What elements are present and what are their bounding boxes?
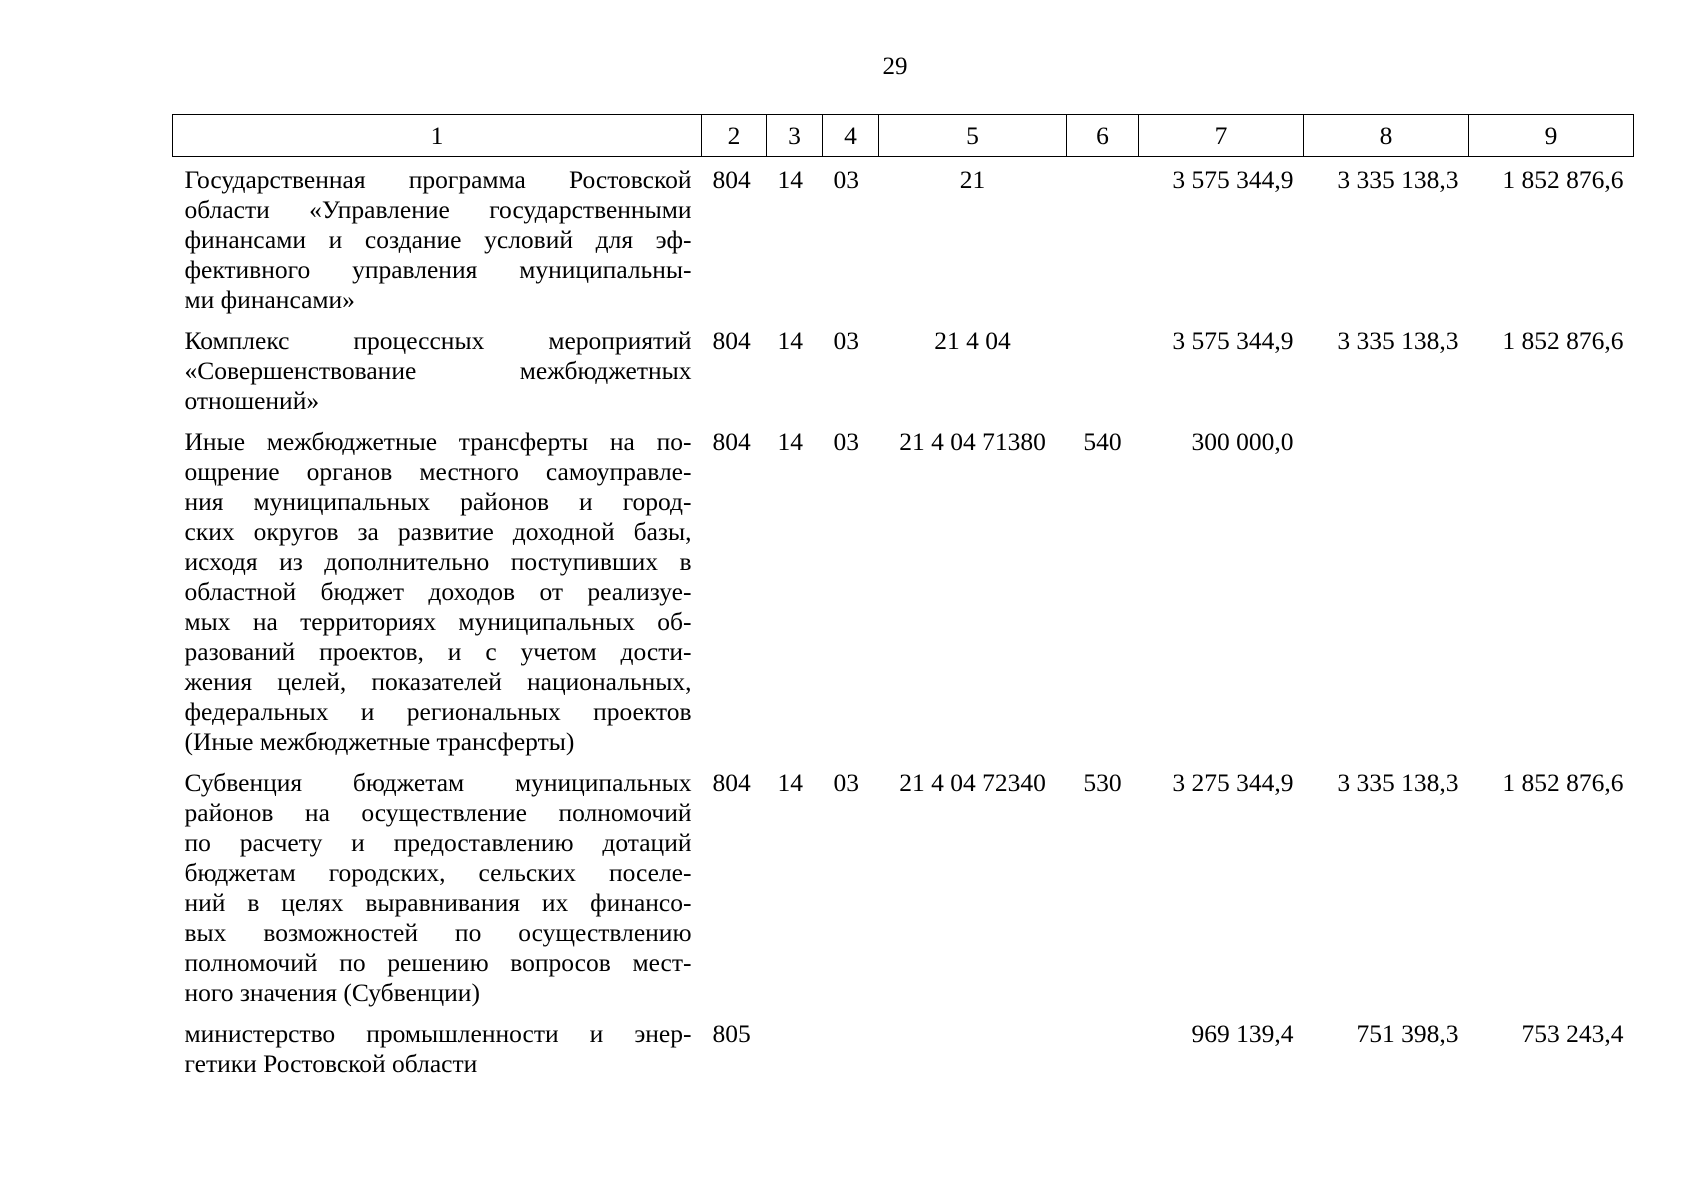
description-line: финансами и создание условий для эф- [184, 225, 692, 254]
budget-table [172, 114, 1634, 1084]
table-row [173, 421, 1634, 762]
cell-target-article [879, 1013, 1067, 1084]
cell-target-article: 21 4 04 72340 [899, 768, 1046, 797]
header-cell: 1 [173, 115, 702, 157]
description-line: вых возможностей по осуществлению [184, 918, 692, 947]
description-line: ний в целях выравнивания их финансо- [184, 888, 692, 917]
cell-ministry-code: 804 [712, 326, 751, 355]
description-line: Иные межбюджетные трансферты на по- [184, 427, 692, 456]
cell-amount-col9: 1 852 876,6 [1502, 165, 1624, 194]
description-line: Государственная программа Ростовской [184, 165, 692, 194]
header-row [173, 115, 1634, 157]
description-line: по расчету и предоставлению дотаций [184, 828, 692, 857]
row-description [173, 762, 702, 1013]
cell-amount-col9: 1 852 876,6 [1502, 768, 1624, 797]
description-line: разований проектов, и с учетом дости- [184, 637, 692, 666]
description-line: ощрение органов местного самоуправле- [184, 457, 692, 486]
header-cell: 5 [879, 115, 1067, 157]
cell-amount-col7: 3 575 344,9 [1172, 165, 1294, 194]
description-line: министерство промышленности и энер- [184, 1019, 692, 1048]
cell-amount-col7: 3 275 344,9 [1172, 768, 1294, 797]
cell-section [767, 1013, 823, 1084]
cell-amount-col9 [1469, 421, 1634, 762]
cell-subsection: 03 [833, 768, 859, 797]
cell-subsection [823, 1013, 879, 1084]
cell-target-article: 21 [959, 165, 986, 194]
row-description [173, 157, 702, 321]
header-cell: 6 [1067, 115, 1139, 157]
row-description [173, 1013, 702, 1084]
cell-ministry-code: 804 [712, 768, 751, 797]
header-cell: 9 [1469, 115, 1634, 157]
row-description [173, 421, 702, 762]
cell-expense-type [1067, 1013, 1139, 1084]
cell-ministry-code: 804 [712, 165, 751, 194]
description-line: (Иные межбюджетные трансферты) [184, 727, 575, 756]
cell-expense-type [1067, 157, 1139, 321]
cell-expense-type: 540 [1083, 427, 1122, 456]
cell-section: 14 [777, 427, 803, 456]
description-line: гетики Ростовской области [184, 1049, 478, 1078]
cell-amount-col9: 753 243,4 [1521, 1019, 1624, 1048]
cell-section: 14 [777, 768, 803, 797]
description-line: фективного управления муниципальны- [184, 255, 692, 284]
description-line: ми финансами» [184, 285, 355, 314]
cell-subsection: 03 [833, 326, 859, 355]
cell-target-article: 21 4 04 71380 [899, 427, 1046, 456]
cell-section: 14 [777, 165, 803, 194]
description-line: районов на осуществление полномочий [184, 798, 692, 827]
cell-amount-col8: 751 398,3 [1356, 1019, 1459, 1048]
header-cell: 3 [767, 115, 823, 157]
description-line: исходя из дополнительно поступивших в [184, 547, 692, 576]
description-line: отношений» [184, 386, 320, 415]
cell-subsection: 03 [833, 427, 859, 456]
header-cell: 8 [1304, 115, 1469, 157]
cell-amount-col7: 300 000,0 [1191, 427, 1294, 456]
cell-expense-type [1067, 320, 1139, 421]
description-line: ного значения (Субвенции) [184, 978, 480, 1007]
cell-target-article: 21 4 04 [934, 326, 1011, 355]
description-line: Субвенция бюджетам муниципальных [184, 768, 692, 797]
table-row [173, 320, 1634, 421]
description-line: «Совершенствование межбюджетных [184, 356, 692, 385]
description-line: области «Управление государственными [184, 195, 692, 224]
header-cell: 4 [823, 115, 879, 157]
description-line: областной бюджет доходов от реализуе- [184, 577, 692, 606]
cell-amount-col7: 969 139,4 [1191, 1019, 1294, 1048]
description-line: ских округов за развитие доходной базы, [184, 517, 692, 546]
cell-amount-col8: 3 335 138,3 [1337, 768, 1459, 797]
cell-ministry-code: 805 [712, 1019, 751, 1048]
table-row [173, 1013, 1634, 1084]
description-line: полномочий по решению вопросов мест- [184, 948, 692, 977]
header-cell: 7 [1139, 115, 1304, 157]
description-line: Комплекс процессных мероприятий [184, 326, 692, 355]
cell-amount-col7: 3 575 344,9 [1172, 326, 1294, 355]
cell-subsection: 03 [833, 165, 859, 194]
description-line: федеральных и региональных проектов [184, 697, 692, 726]
table-row [173, 157, 1634, 321]
header-cell: 2 [702, 115, 767, 157]
table-row [173, 762, 1634, 1013]
description-line: ния муниципальных районов и город- [184, 487, 692, 516]
description-line: жения целей, показателей национальных, [184, 667, 692, 696]
cell-section: 14 [777, 326, 803, 355]
description-line: бюджетам городских, сельских поселе- [184, 858, 692, 887]
cell-amount-col8: 3 335 138,3 [1337, 326, 1459, 355]
cell-ministry-code: 804 [712, 427, 751, 456]
page-number: 29 [882, 53, 908, 80]
cell-amount-col8: 3 335 138,3 [1337, 165, 1459, 194]
cell-amount-col8 [1304, 421, 1469, 762]
cell-expense-type: 530 [1083, 768, 1122, 797]
row-description [173, 320, 702, 421]
cell-amount-col9: 1 852 876,6 [1502, 326, 1624, 355]
description-line: мых на территориях муниципальных об- [184, 607, 692, 636]
